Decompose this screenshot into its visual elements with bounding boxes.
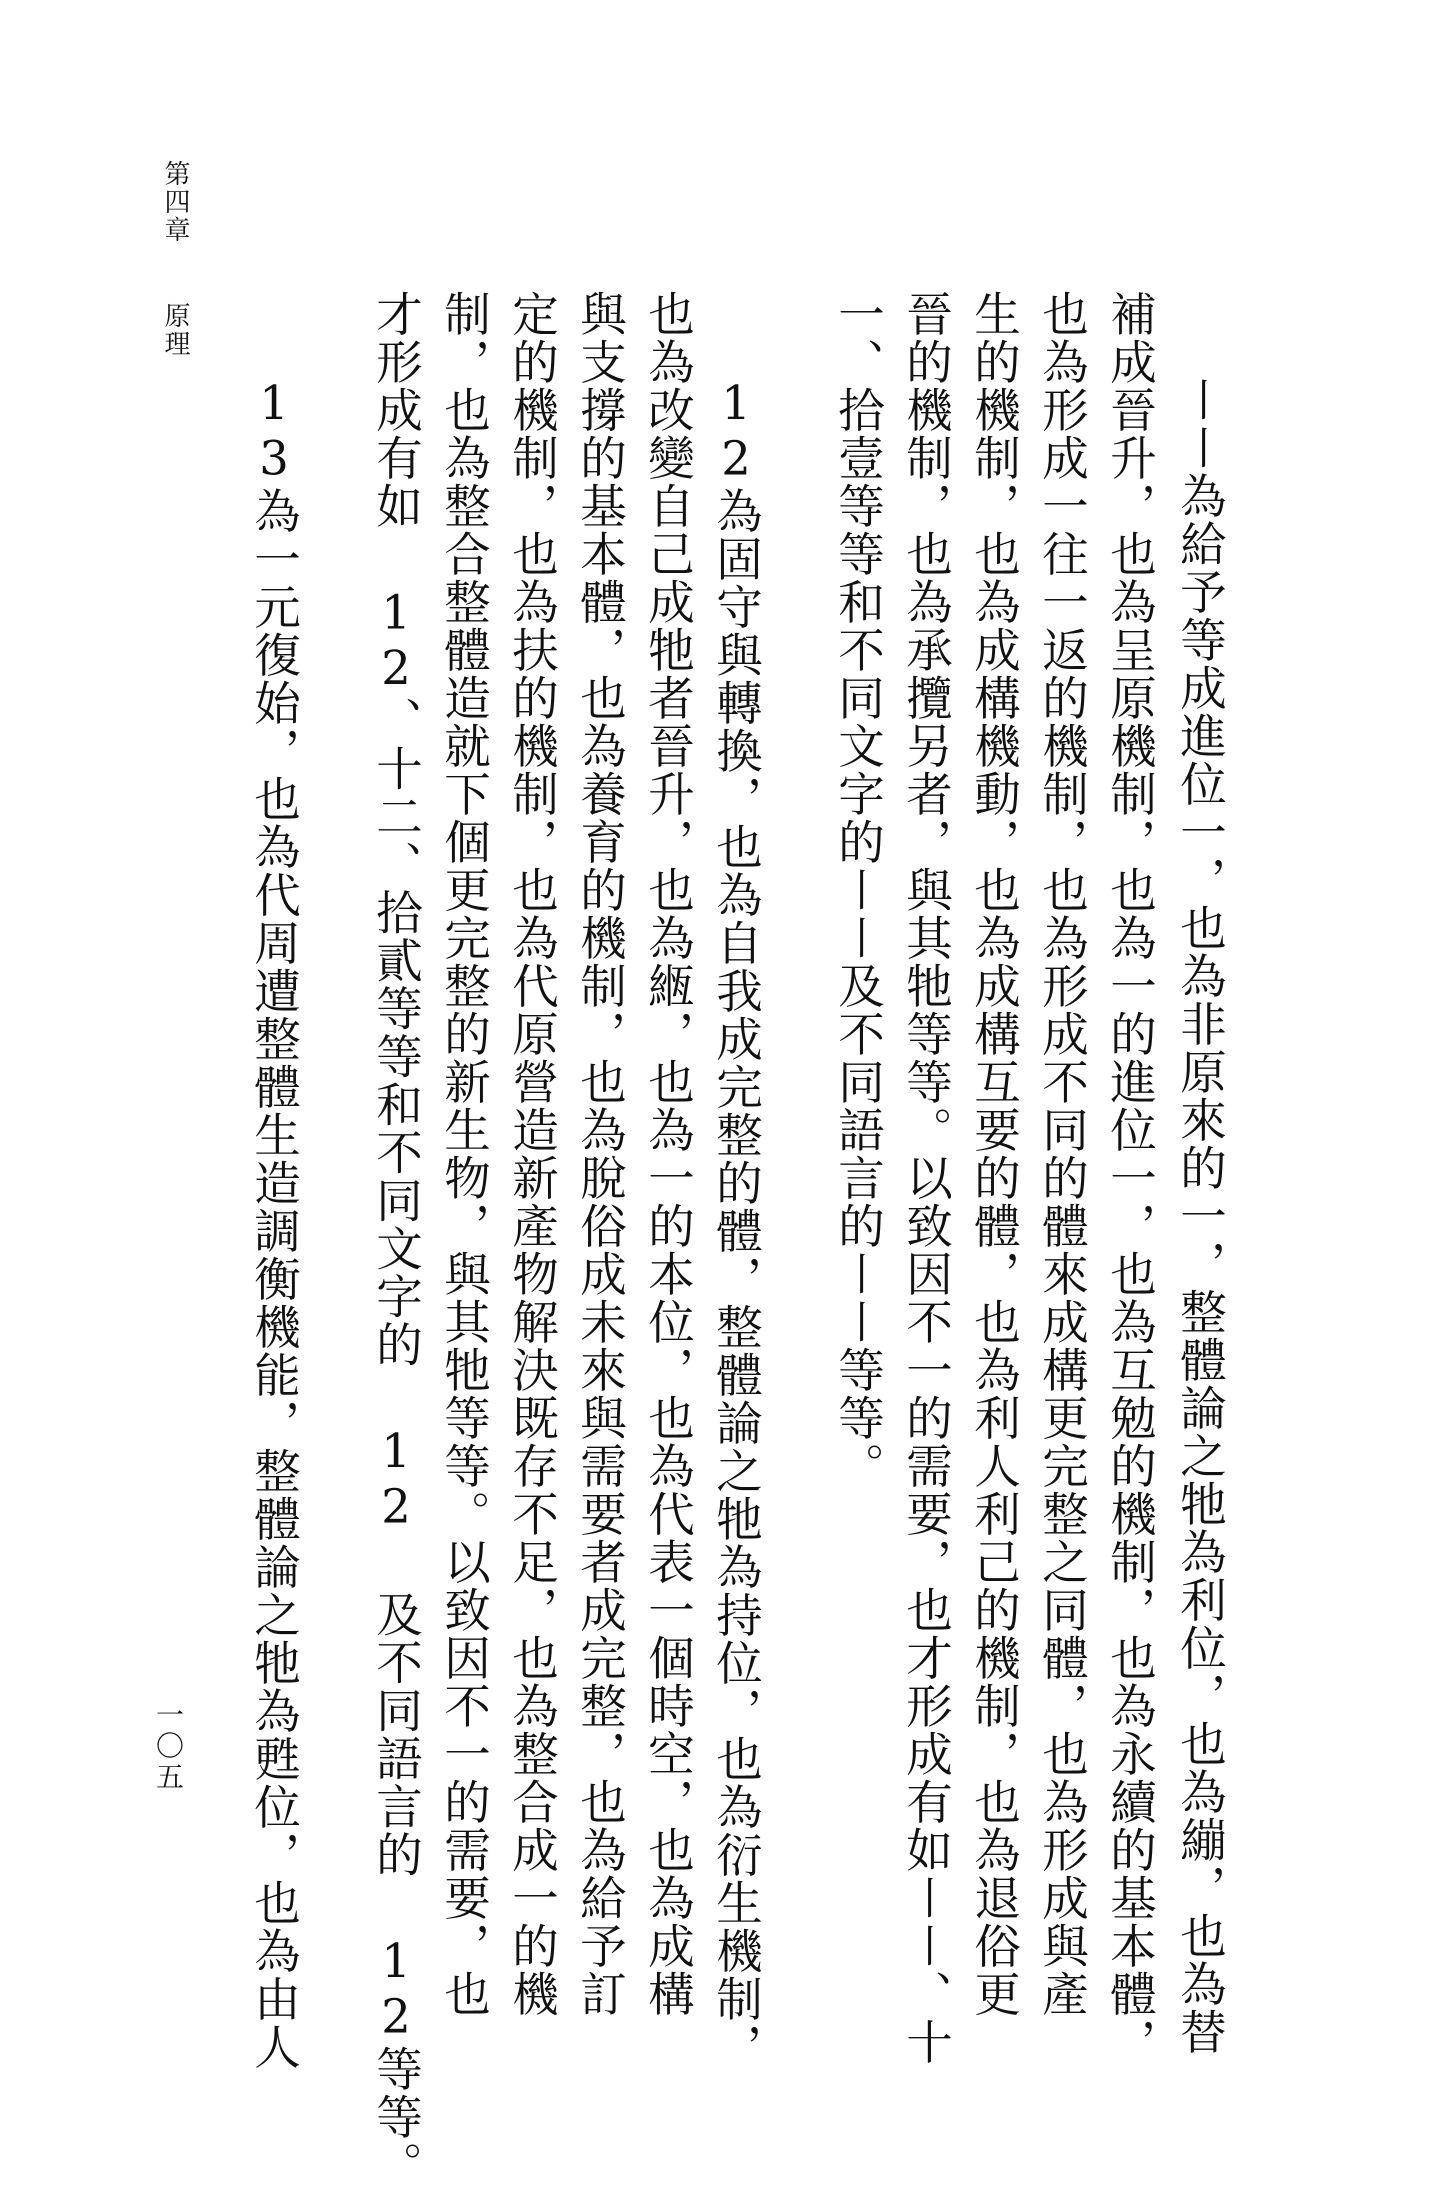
chapter-heading: 第四章 <box>160 160 190 244</box>
paragraph-2-line-1: 12為固守與轉換，也為自我成完整的體，整體論之牠為持位，也為衍生機制， <box>709 376 763 2071</box>
paragraph-1-line-3: 也為形成一往一返的機制，也為形成不同的體來成構更完整之同體，也為形成與產 <box>1035 290 1089 2018</box>
paragraph-1-line-4: 生的機制，也為成構機動，也為成構互要的體，也為利人利己的機制，也為退俗更 <box>967 290 1021 2018</box>
page-number: 一〇五 <box>152 1700 185 1793</box>
paragraph-1-line-1: 〡〡為給予等成進位一，也為非原來的一，整體論之牠為利位，也為繃，也為替 <box>1173 376 1227 2056</box>
paragraph-2-line-6: 才形成有如 12、十二、拾貳等等和不同文字的 12 及不同語言的 12等等。 <box>369 290 423 2189</box>
paragraph-2-line-3: 與支撐的基本體，也為養育的機制，也為脫俗成未來與需要者成完整，也為給予訂 <box>573 290 627 2018</box>
paragraph-1-line-5: 晉的機制，也為承攬另者，與其牠等等。以致因不一的需要，也才形成有如〡〡、十 <box>899 290 953 2066</box>
section-heading: 原理 <box>160 302 190 358</box>
paragraph-2-line-5: 制，也為整合整體造就下個更完整的新生物，與其牠等等。以致因不一的需要，也 <box>437 290 491 2018</box>
paragraph-1-line-6: 一、拾壹等等和不同文字的〡〡及不同語言的〡〡等等。 <box>831 290 885 1490</box>
paragraph-1-line-2: 補成晉升，也為呈原機制，也為一的進位一，也為互勉的機制，也為永續的基本體， <box>1103 290 1157 2066</box>
paragraph-2-line-2: 也為改變自己成牠者晉升，也為緪，也為一的本位，也為代表一個時空，也為成構 <box>641 290 695 2018</box>
paragraph-3-line-1: 13為一元復始，也為代周遭整體生造調衡機能，整體論之牠為甦位，也為由人 <box>247 376 301 2071</box>
paragraph-2-line-4: 定的機制，也為扶的機制，也為代原營造新產物解決既存不足，也為整合成一的機 <box>505 290 559 2018</box>
